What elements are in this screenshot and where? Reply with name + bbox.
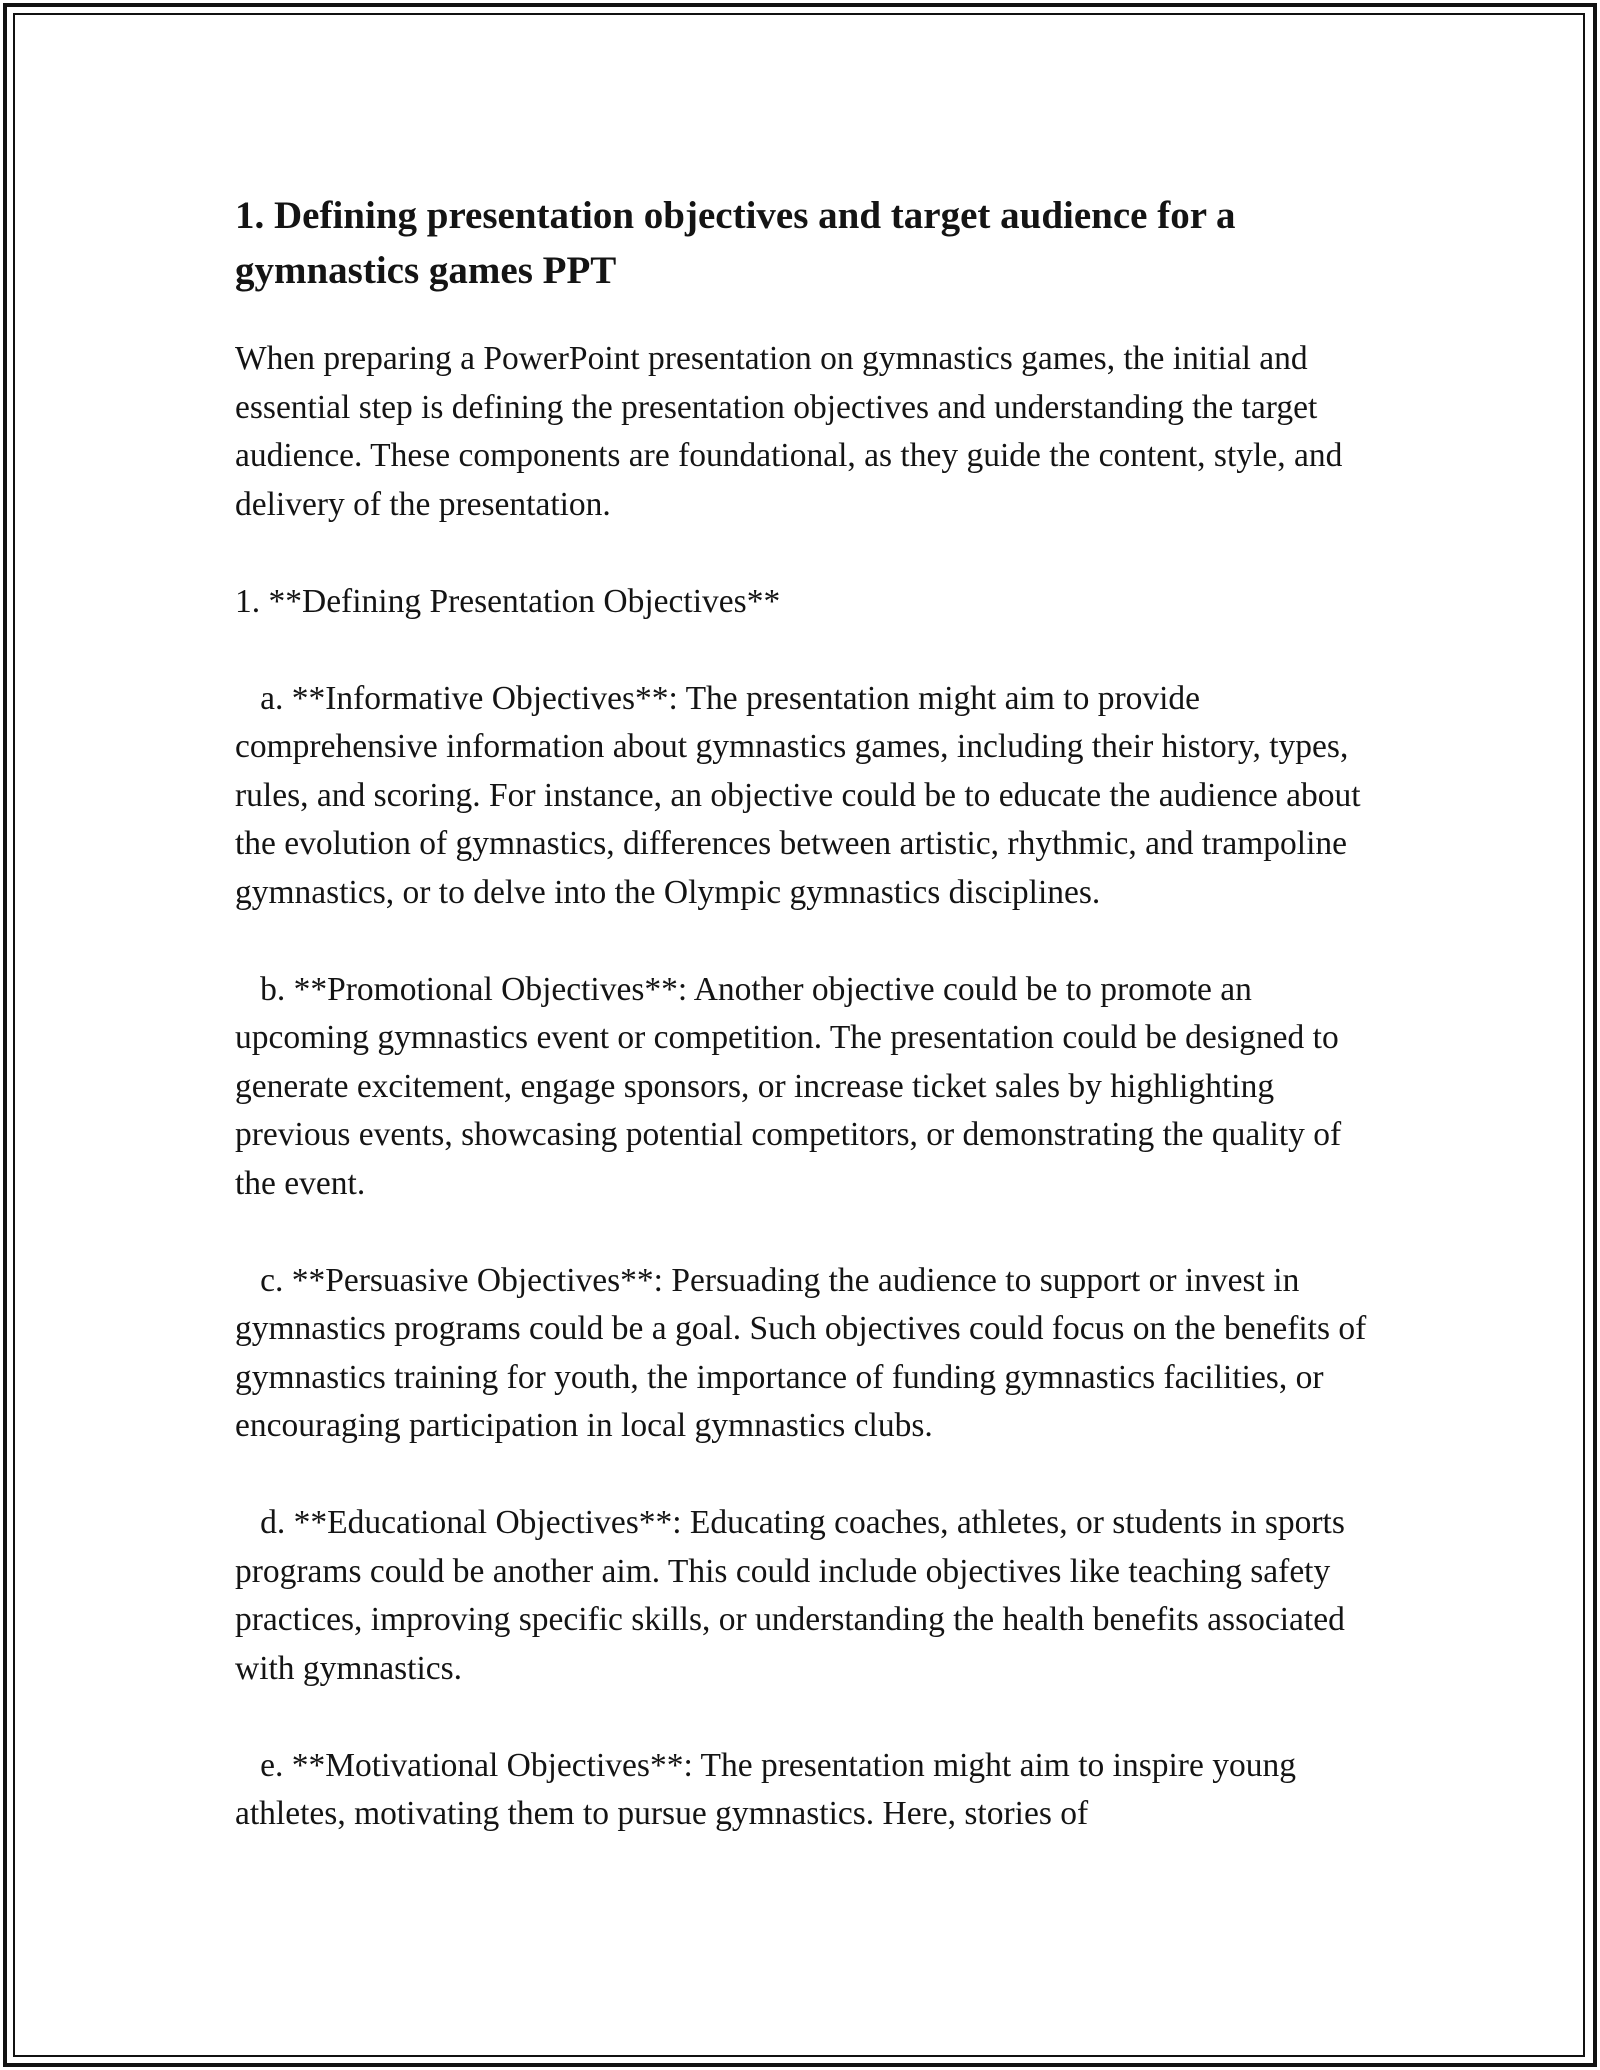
objective-item-motivational: e. **Motivational Objectives**: The presentation might aim to inspire young athletes, motivating them to pursue gymnastics. Here, stories of xyxy=(235,1746,1305,1832)
document-body xyxy=(235,188,1380,1839)
paragraph-gap xyxy=(235,529,1380,578)
paragraph-gap xyxy=(235,626,1380,675)
document-title: 1. Defining presentation objectives and target audience for a gymnastics games PPT xyxy=(235,194,1236,292)
paragraph-gap xyxy=(235,917,1380,966)
paragraph-gap xyxy=(235,1693,1380,1742)
objective-item-educational: d. **Educational Objectives**: Educating coaches, athletes, or students in sports programs could be another aim. This could include objectives like teaching safety practices, improving specific skills, or understanding the health benefits associated with gymnastics. xyxy=(235,1504,1354,1687)
objective-item-persuasive: c. **Persuasive Objectives**: Persuading the audience to support or invest in gymnastics programs could be a goal. Such objectives could focus on the benefits of gymnastics training for youth, the importance of funding gymnastics facilities, or encouraging participation in local gymnastics clubs. xyxy=(235,1261,1375,1444)
intro-paragraph: When preparing a PowerPoint presentation on gymnastics games, the initial and essential step is defining the presentation objectives and understanding the target audience. These components are foundational, as they guide the content, style, and delivery of the presentation. xyxy=(235,340,1351,523)
paragraph-gap xyxy=(235,1451,1380,1500)
objective-item-informative: a. **Informative Objectives**: The presentation might aim to provide comprehensive information about gymnastics games, including their history, types, rules, and scoring. For instance, an objective could be to educate the audience about the evolution of gymnastics, differences between artistic, rhythmic, and trampoline gymnastics, or to delve into the Olympic gymnastics disciplines. xyxy=(235,679,1369,911)
paragraph-gap xyxy=(235,1208,1380,1257)
objective-item-promotional: b. **Promotional Objectives**: Another objective could be to promote an upcoming gymnastics event or competition. The presentation could be designed to generate excitement, engage sponsors, or increase ticket sales by highlighting previous events, showcasing potential competitors, or demonstrating the quality of the event. xyxy=(235,970,1350,1202)
section-heading: 1. **Defining Presentation Objectives** xyxy=(235,582,781,620)
